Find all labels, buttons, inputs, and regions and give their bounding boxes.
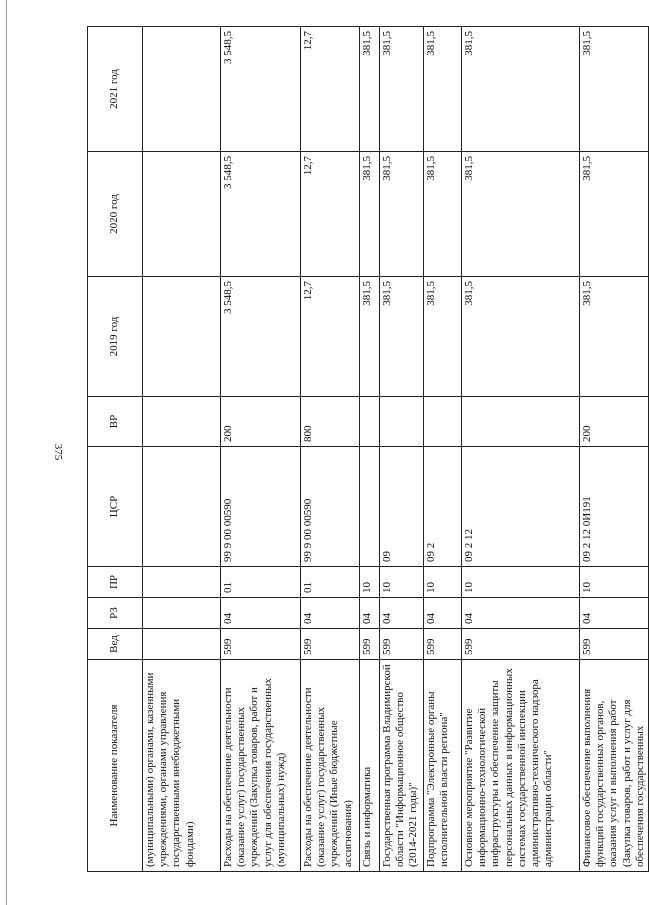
page-number: 375 xyxy=(52,443,64,461)
cell-rz: 04 xyxy=(380,598,424,629)
rotated-table-wrapper xyxy=(87,27,646,872)
cell-name: (муниципальными) органами, казенными учреждениями, органами управления государственными внебюджетными фондами) xyxy=(143,660,221,872)
table-row xyxy=(380,27,424,872)
cell-vr xyxy=(360,397,380,447)
cell-2019: 381,5 xyxy=(424,277,462,397)
cell-pr: 10 xyxy=(580,567,649,598)
cell-rz: 04 xyxy=(221,598,301,629)
header-name: Наименование показателя xyxy=(88,660,143,872)
header-pr: ПР xyxy=(88,567,143,598)
header-vr: ВР xyxy=(88,397,143,447)
header-ved: Вед xyxy=(88,629,143,660)
cell-rz: 04 xyxy=(580,598,649,629)
table-row xyxy=(424,27,462,872)
cell-rz xyxy=(143,598,221,629)
cell-csr: 09 2 12 xyxy=(462,447,580,567)
cell-pr: 10 xyxy=(360,567,380,598)
header-rz: РЗ xyxy=(88,598,143,629)
cell-pr: 10 xyxy=(380,567,424,598)
cell-rz: 04 xyxy=(301,598,360,629)
table-row xyxy=(580,27,649,872)
cell-2021: 381,5 xyxy=(424,27,462,152)
cell-csr xyxy=(143,447,221,567)
cell-2019: 381,5 xyxy=(380,277,424,397)
header-2019: 2019 год xyxy=(88,277,143,397)
cell-pr: 01 xyxy=(221,567,301,598)
cell-csr: 09 xyxy=(380,447,424,567)
cell-name: Государственная программа Владимирской области "Информационное общество (2014-2021 годы)" xyxy=(380,660,424,872)
cell-pr: 10 xyxy=(462,567,580,598)
cell-rz: 04 xyxy=(424,598,462,629)
cell-pr: 10 xyxy=(424,567,462,598)
cell-vr xyxy=(380,397,424,447)
cell-csr: 99 9 00 00590 xyxy=(221,447,301,567)
cell-2021: 381,5 xyxy=(462,27,580,152)
cell-vr xyxy=(143,397,221,447)
cell-2021: 12,7 xyxy=(301,27,360,152)
cell-name: Финансовое обеспечение выполнения функций государственных органов, оказания услуг и выполнения работ (Закупка товаров, работ и услуг для обеспечения государственных xyxy=(580,660,649,872)
cell-2019: 3 548,5 xyxy=(221,277,301,397)
cell-rz: 04 xyxy=(360,598,380,629)
table-row xyxy=(360,27,380,872)
cell-2020: 12,7 xyxy=(301,152,360,277)
cell-name: Подпрограмма "Электронные органы исполнительной власти региона" xyxy=(424,660,462,872)
table-row xyxy=(301,27,360,872)
cell-ved xyxy=(143,629,221,660)
cell-vr xyxy=(462,397,580,447)
cell-csr: 09 2 12 0И191 xyxy=(580,447,649,567)
cell-name: Основное мероприятие "Развитие информационно-технологической инфраструктуры и обеспечение защиты персональных данных в информационных системах государственной инспекции административно-технического надзора администрации области" xyxy=(462,660,580,872)
cell-pr xyxy=(143,567,221,598)
cell-name: Связь и информатика xyxy=(360,660,380,872)
table-header-row xyxy=(88,27,143,872)
cell-csr: 99 9 00 00590 xyxy=(301,447,360,567)
table-row xyxy=(462,27,580,872)
header-2020: 2020 год xyxy=(88,152,143,277)
table-row xyxy=(221,27,301,872)
cell-csr: 09 2 xyxy=(424,447,462,567)
cell-2019: 381,5 xyxy=(360,277,380,397)
cell-2020: 381,5 xyxy=(462,152,580,277)
cell-vr xyxy=(424,397,462,447)
cell-2019: 381,5 xyxy=(462,277,580,397)
cell-pr: 01 xyxy=(301,567,360,598)
cell-csr xyxy=(360,447,380,567)
cell-ved: 599 xyxy=(360,629,380,660)
cell-ved: 599 xyxy=(424,629,462,660)
cell-2021: 381,5 xyxy=(360,27,380,152)
cell-2020: 3 548,5 xyxy=(221,152,301,277)
cell-rz: 04 xyxy=(462,598,580,629)
cell-2021: 3 548,5 xyxy=(221,27,301,152)
cell-2021 xyxy=(143,27,221,152)
scan-edge-mark xyxy=(6,0,7,905)
cell-vr: 800 xyxy=(301,397,360,447)
cell-ved: 599 xyxy=(301,629,360,660)
cell-2021: 381,5 xyxy=(580,27,649,152)
cell-2019: 381,5 xyxy=(580,277,649,397)
cell-ved: 599 xyxy=(580,629,649,660)
cell-2019 xyxy=(143,277,221,397)
cell-2020: 381,5 xyxy=(380,152,424,277)
header-csr: ЦСР xyxy=(88,447,143,567)
cell-2020: 381,5 xyxy=(360,152,380,277)
cell-name: Расходы на обеспечение деятельности (оказание услуг) государственных учреждений (Закупка товаров, работ и услуг для обеспечения государственных (муниципальных) нужд) xyxy=(221,660,301,872)
cell-2019: 12,7 xyxy=(301,277,360,397)
cell-ved: 599 xyxy=(462,629,580,660)
cell-2021: 381,5 xyxy=(380,27,424,152)
cell-2020 xyxy=(143,152,221,277)
cell-vr: 200 xyxy=(580,397,649,447)
cell-name: Расходы на обеспечение деятельности (оказание услуг) государственных учреждений (Иные бюджетные ассигнования) xyxy=(301,660,360,872)
cell-2020: 381,5 xyxy=(424,152,462,277)
budget-table xyxy=(87,26,649,872)
cell-ved: 599 xyxy=(380,629,424,660)
header-2021: 2021 год xyxy=(88,27,143,152)
cell-ved: 599 xyxy=(221,629,301,660)
cell-2020: 381,5 xyxy=(580,152,649,277)
cell-vr: 200 xyxy=(221,397,301,447)
table-row xyxy=(143,27,221,872)
